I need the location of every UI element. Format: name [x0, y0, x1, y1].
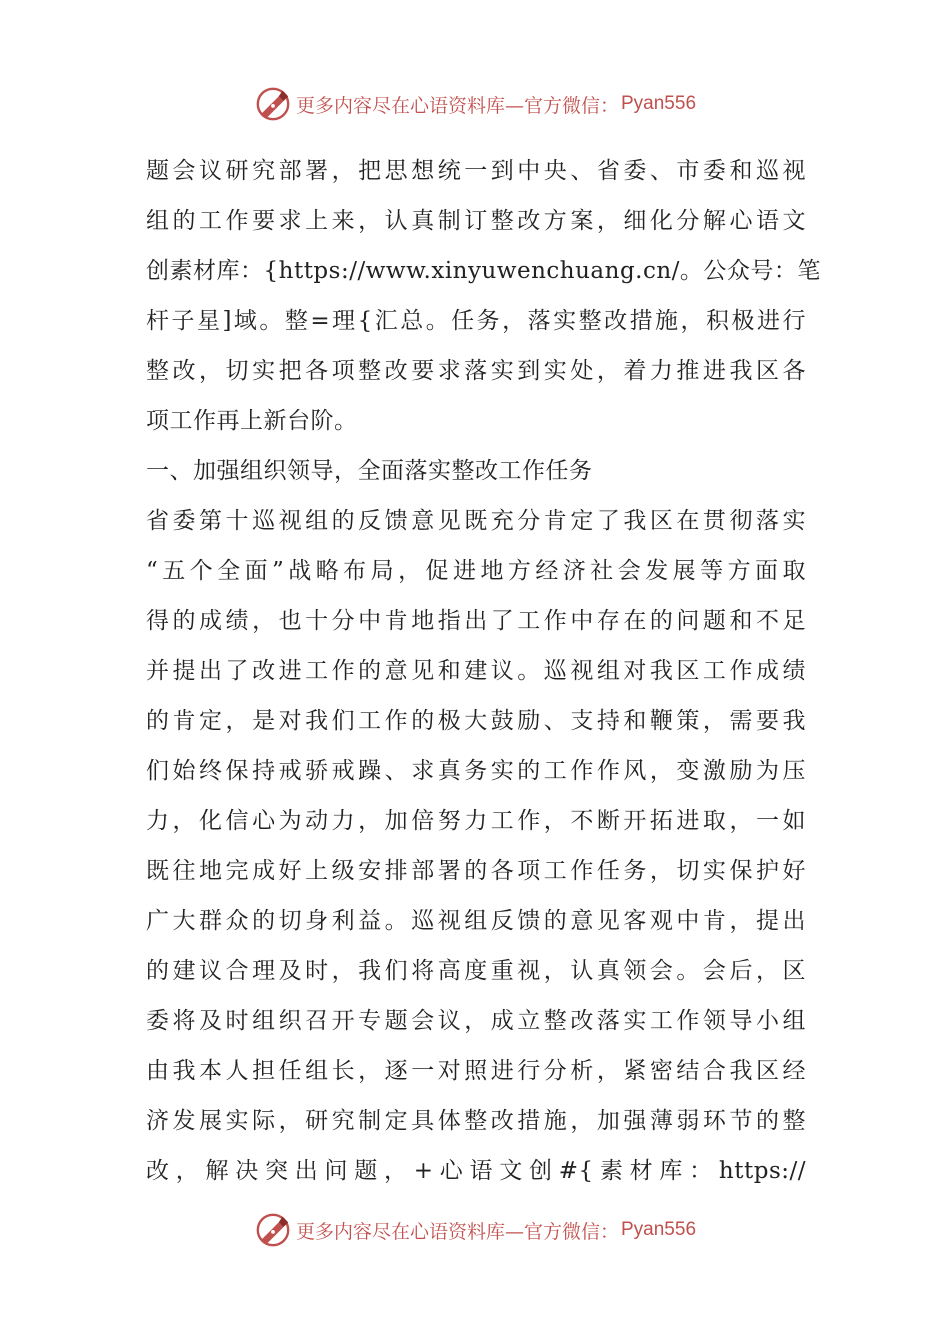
text-line: “五个全面”战略布局，促进地方经济社会发展等方面取: [146, 558, 806, 584]
section-heading: 一、加强组织领导，全面落实整改工作任务: [146, 458, 593, 484]
watermark-banner-bottom: [0, 1210, 950, 1250]
text-line: 项工作再上新台阶。: [146, 408, 358, 434]
text-line: 并提出了改进工作的意见和建议。巡视组对我区工作成绩: [146, 658, 806, 684]
text-line: 广大群众的切身利益。巡视组反馈的意见客观中肯，提出: [146, 908, 806, 934]
watermark-text: 更多内容尽在心语资料库—官方微信：: [295, 94, 619, 117]
watermark-banner-top: [0, 84, 950, 124]
pen-nib-circle-icon: [254, 85, 292, 123]
text-line: 由我本人担任组长，逐一对照进行分析，紧密结合我区经: [146, 1058, 806, 1084]
watermark-text: 更多内容尽在心语资料库—官方微信：: [295, 1220, 619, 1243]
text-line: 的肯定，是对我们工作的极大鼓励、支持和鞭策，需要我: [146, 708, 806, 734]
text-line: 既往地完成好上级安排部署的各项工作任务，切实保护好: [146, 858, 806, 884]
text-line: 题会议研究部署，把思想统一到中央、省委、市委和巡视: [146, 158, 806, 184]
text-line: 改，解决突出问题，+心语文创#{素材库：https://: [146, 1158, 806, 1184]
text-line: 组的工作要求上来，认真制订整改方案，细化分解心语文: [146, 208, 806, 234]
text-line: 整改，切实把各项整改要求落实到实处，着力推进我区各: [146, 358, 806, 384]
text-line: 杆子星]域。整=理{汇总。任务，落实整改措施，积极进行: [146, 308, 806, 334]
document-body: [146, 146, 821, 1196]
pen-nib-circle-icon: [254, 1211, 292, 1249]
text-line: 力，化信心为动力，加倍努力工作，不断开拓进取，一如: [146, 808, 806, 834]
text-line: 委将及时组织召开专题会议，成立整改落实工作领导小组: [146, 1008, 806, 1034]
text-line: 的建议合理及时，我们将高度重视，认真领会。会后，区: [146, 958, 806, 984]
watermark-wechat-id: Pyan556: [621, 93, 697, 114]
text-line: 得的成绩，也十分中肯地指出了工作中存在的问题和不足: [146, 608, 806, 634]
text-line: 创素材库：{https://www.xinyuwenchuang.cn/。公众号：笔: [146, 258, 821, 284]
text-line: 济发展实际，研究制定具体整改措施，加强薄弱环节的整: [146, 1108, 806, 1134]
text-line: 们始终保持戒骄戒躁、求真务实的工作作风，变激励为压: [146, 758, 806, 784]
text-line: 省委第十巡视组的反馈意见既充分肯定了我区在贯彻落实: [146, 508, 806, 534]
watermark-wechat-id: Pyan556: [621, 1219, 697, 1240]
